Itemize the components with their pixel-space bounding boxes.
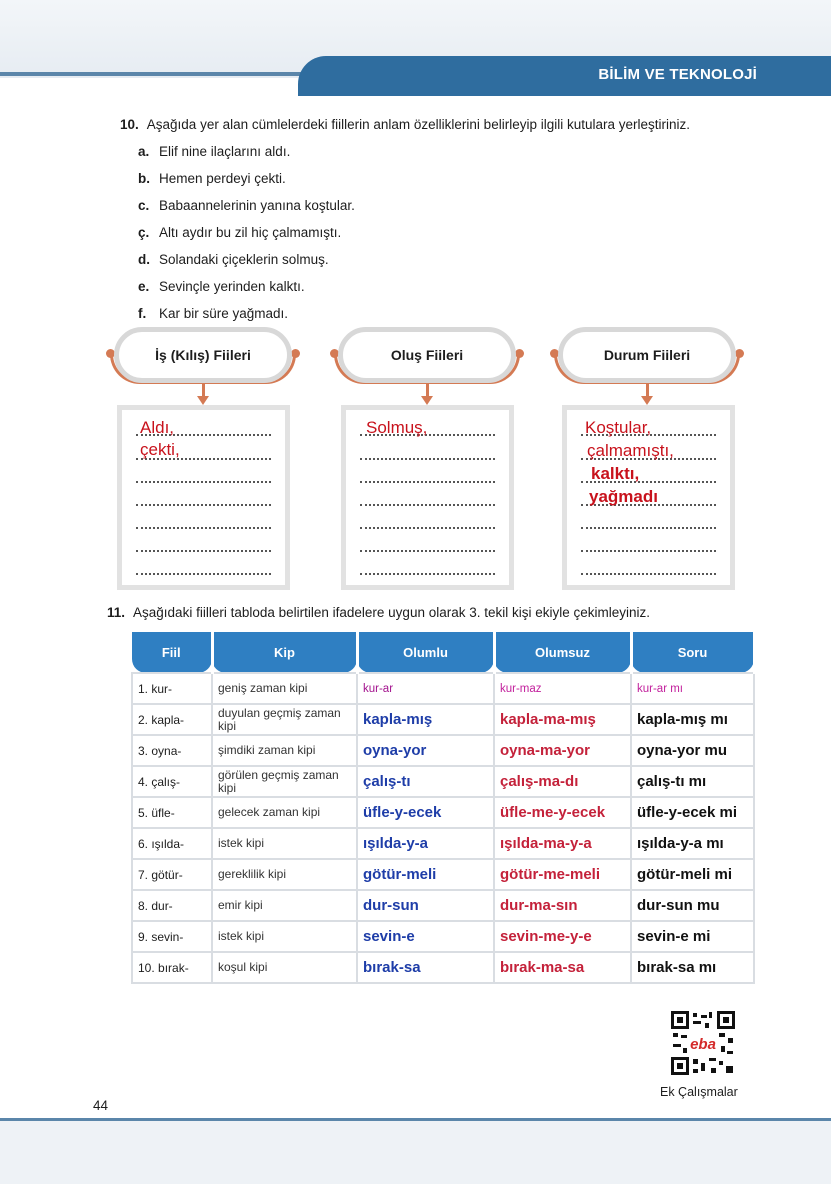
qr-code[interactable] bbox=[671, 1011, 735, 1075]
answer-box-is bbox=[117, 405, 290, 590]
page-number: 44 bbox=[93, 1098, 109, 1113]
item-letter: d. bbox=[138, 252, 150, 267]
cell-olumsuz: oyna-ma-yor bbox=[494, 735, 631, 766]
col-header-kip: Kip bbox=[212, 632, 357, 673]
table-row bbox=[132, 890, 754, 921]
item-text: Altı aydır bu zil hiç çalmamıştı. bbox=[159, 225, 342, 240]
item-letter: e. bbox=[138, 279, 150, 294]
handwritten-answer: yağmadı bbox=[589, 487, 658, 506]
list-item bbox=[138, 225, 341, 240]
table-row bbox=[132, 766, 754, 797]
cell-fiil: 8. dur- bbox=[132, 890, 212, 921]
question-10-number: 10. bbox=[120, 117, 139, 132]
handwritten-answer: kalktı, bbox=[591, 464, 640, 483]
cell-soru: kur-ar mı bbox=[631, 673, 754, 704]
table-row bbox=[132, 704, 754, 735]
cell-olumlu: ışılda-y-a bbox=[357, 828, 494, 859]
cell-fiil: 10. bırak- bbox=[132, 952, 212, 983]
connector-dot bbox=[291, 349, 300, 358]
answer-box-durum bbox=[562, 405, 735, 590]
col-header-soru: Soru bbox=[631, 632, 754, 673]
table-row bbox=[132, 921, 754, 952]
question-10 bbox=[120, 117, 690, 132]
cell-kip: gereklilik kipi bbox=[212, 859, 357, 890]
list-item bbox=[138, 306, 288, 321]
cell-soru: sevin-e mi bbox=[631, 921, 754, 952]
cell-olumlu: kapla-mış bbox=[357, 704, 494, 735]
item-text: Hemen perdeyi çekti. bbox=[159, 171, 286, 186]
col-header-olumsuz: Olumsuz bbox=[494, 632, 631, 673]
qr-logo: eba bbox=[690, 1036, 716, 1053]
list-item bbox=[138, 171, 286, 186]
cell-kip: istek kipi bbox=[212, 828, 357, 859]
question-11 bbox=[107, 605, 650, 620]
cell-olumsuz: üfle-me-y-ecek bbox=[494, 797, 631, 828]
cell-soru: götür-meli mi bbox=[631, 859, 754, 890]
cell-kip: istek kipi bbox=[212, 921, 357, 952]
qr-code-icon bbox=[671, 1011, 735, 1075]
arrowhead-icon bbox=[641, 396, 653, 405]
item-text: Sevinçle yerinden kalktı. bbox=[159, 279, 305, 294]
handwritten-answer: Aldı, bbox=[140, 418, 175, 437]
item-text: Solandaki çiçeklerin solmuş. bbox=[159, 252, 329, 267]
conjugation-table bbox=[131, 632, 756, 984]
cell-fiil: 3. oyna- bbox=[132, 735, 212, 766]
category-durum-fiileri: Durum Fiileri bbox=[558, 327, 736, 383]
table-row bbox=[132, 952, 754, 983]
table-header-row bbox=[132, 632, 754, 673]
cell-soru: oyna-yor mu bbox=[631, 735, 754, 766]
handwritten-answer: çalmamıştı, bbox=[587, 441, 674, 460]
handwritten-answer: çekti, bbox=[140, 440, 180, 459]
cell-soru: dur-sun mu bbox=[631, 890, 754, 921]
cell-olumsuz: çalış-ma-dı bbox=[494, 766, 631, 797]
handwritten-answer: Koştular, bbox=[585, 418, 652, 437]
answer-box-olus bbox=[341, 405, 514, 590]
cell-olumlu: bırak-sa bbox=[357, 952, 494, 983]
cell-soru: üfle-y-ecek mi bbox=[631, 797, 754, 828]
connector-dot bbox=[515, 349, 524, 358]
cell-olumlu: götür-meli bbox=[357, 859, 494, 890]
arrowhead-icon bbox=[421, 396, 433, 405]
item-text: Kar bir süre yağmadı. bbox=[159, 306, 289, 321]
cell-fiil: 5. üfle- bbox=[132, 797, 212, 828]
cell-fiil: 6. ışılda- bbox=[132, 828, 212, 859]
cell-fiil: 7. götür- bbox=[132, 859, 212, 890]
item-letter: b. bbox=[138, 171, 150, 186]
cell-olumlu: çalış-tı bbox=[357, 766, 494, 797]
cell-olumlu: kur-ar bbox=[357, 673, 494, 704]
cell-olumsuz: kur-maz bbox=[494, 673, 631, 704]
col-header-olumlu: Olumlu bbox=[357, 632, 494, 673]
list-item bbox=[138, 252, 329, 267]
cell-olumsuz: sevin-me-y-e bbox=[494, 921, 631, 952]
footer-band bbox=[0, 1121, 831, 1184]
cell-fiil: 9. sevin- bbox=[132, 921, 212, 952]
qr-label: Ek Çalışmalar bbox=[660, 1085, 738, 1099]
category-is-fiileri: İş (Kılış) Fiileri bbox=[114, 327, 292, 383]
table-row bbox=[132, 859, 754, 890]
cell-kip: görülen geçmiş zaman kipi bbox=[212, 766, 357, 797]
question-11-number: 11. bbox=[107, 605, 126, 620]
cell-olumsuz: bırak-ma-sa bbox=[494, 952, 631, 983]
cell-kip: emir kipi bbox=[212, 890, 357, 921]
table-row bbox=[132, 673, 754, 704]
cell-soru: bırak-sa mı bbox=[631, 952, 754, 983]
cell-kip: şimdiki zaman kipi bbox=[212, 735, 357, 766]
item-text: Elif nine ilaçlarını aldı. bbox=[159, 144, 291, 159]
list-item bbox=[138, 279, 305, 294]
col-header-fiil: Fiil bbox=[132, 632, 212, 673]
cell-fiil: 4. çalış- bbox=[132, 766, 212, 797]
item-text: Babaannelerinin yanına koştular. bbox=[159, 198, 355, 213]
cell-olumlu: dur-sun bbox=[357, 890, 494, 921]
cell-olumlu: üfle-y-ecek bbox=[357, 797, 494, 828]
cell-olumlu: oyna-yor bbox=[357, 735, 494, 766]
list-item bbox=[138, 144, 290, 159]
list-item bbox=[138, 198, 355, 213]
question-10-text: Aşağıda yer alan cümlelerdeki fiillerin anlam özelliklerini belirleyip ilgili kutulara yerleştiriniz. bbox=[146, 117, 691, 132]
cell-soru: ışılda-y-a mı bbox=[631, 828, 754, 859]
handwritten-answer: Solmuş, bbox=[366, 418, 428, 437]
section-title: BİLİM VE TEKNOLOJİ bbox=[598, 66, 757, 83]
item-letter: c. bbox=[138, 198, 150, 213]
cell-olumsuz: götür-me-meli bbox=[494, 859, 631, 890]
item-letter: f. bbox=[138, 306, 147, 321]
cell-kip: duyulan geçmiş zaman kipi bbox=[212, 704, 357, 735]
cell-kip: koşul kipi bbox=[212, 952, 357, 983]
cell-olumsuz: kapla-ma-mış bbox=[494, 704, 631, 735]
table-row bbox=[132, 797, 754, 828]
cell-kip: geniş zaman kipi bbox=[212, 673, 357, 704]
arrowhead-icon bbox=[197, 396, 209, 405]
cell-soru: çalış-tı mı bbox=[631, 766, 754, 797]
cell-olumsuz: dur-ma-sın bbox=[494, 890, 631, 921]
item-letter: ç. bbox=[138, 225, 150, 240]
item-letter: a. bbox=[138, 144, 150, 159]
connector-dot bbox=[735, 349, 744, 358]
cell-fiil: 2. kapla- bbox=[132, 704, 212, 735]
cell-olumsuz: ışılda-ma-y-a bbox=[494, 828, 631, 859]
table-row bbox=[132, 735, 754, 766]
cell-kip: gelecek zaman kipi bbox=[212, 797, 357, 828]
table-row bbox=[132, 828, 754, 859]
question-11-text: Aşağıdaki fiilleri tabloda belirtilen ifadelere uygun olarak 3. tekil kişi ekiyle çekimleyiniz. bbox=[133, 605, 651, 620]
cell-soru: kapla-mış mı bbox=[631, 704, 754, 735]
cell-fiil: 1. kur- bbox=[132, 673, 212, 704]
cell-olumlu: sevin-e bbox=[357, 921, 494, 952]
category-olus-fiileri: Oluş Fiileri bbox=[338, 327, 516, 383]
